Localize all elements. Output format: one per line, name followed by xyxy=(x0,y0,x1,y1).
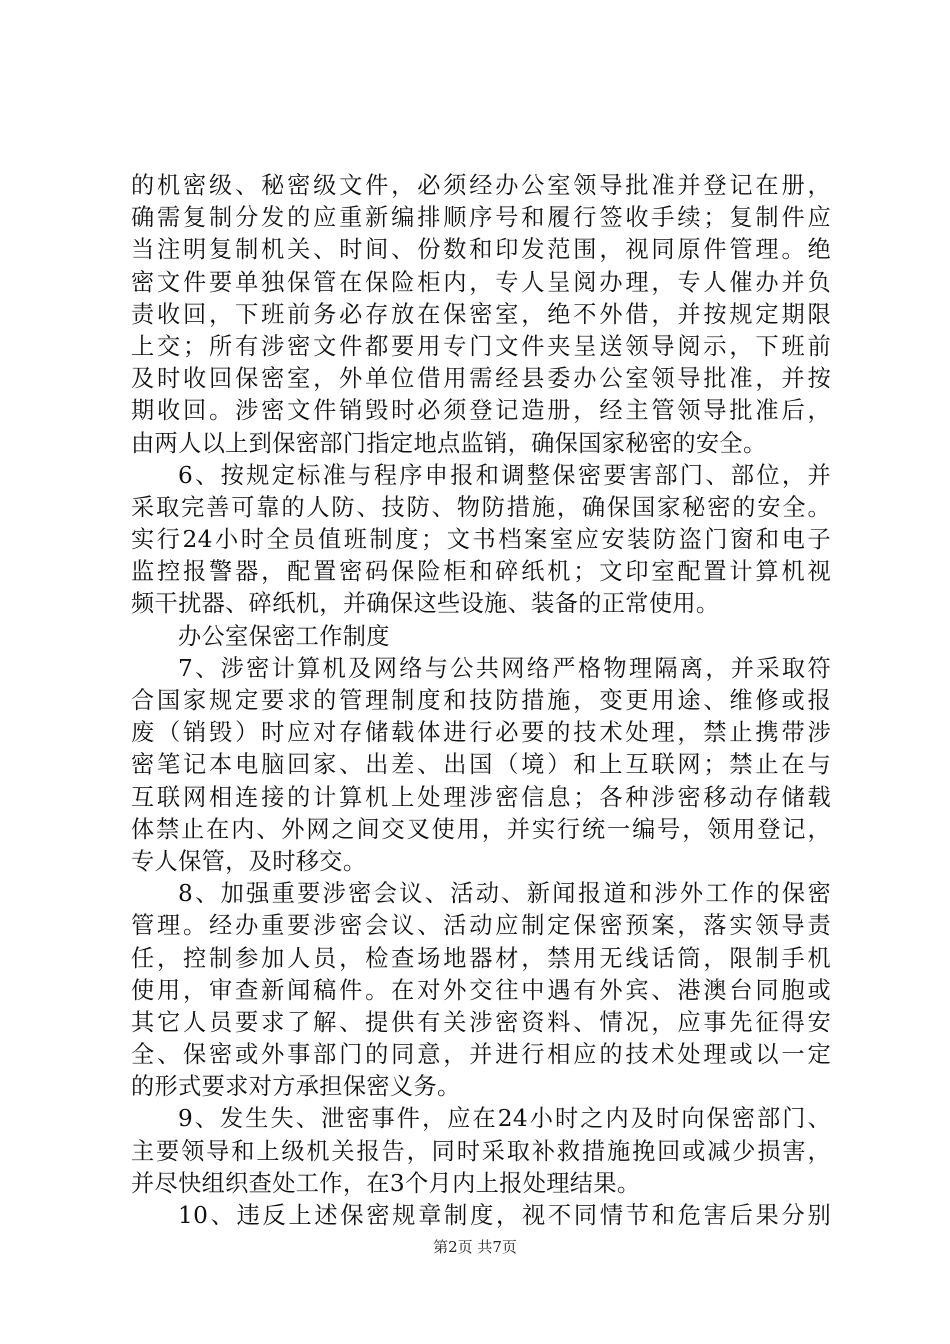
text-line: 全、保密或外事部门的同意，并进行相应的技术处理或以一定 xyxy=(131,1041,831,1069)
text-line: 其它人员要求了解、提供有关涉密资料、情况，应事先征得安 xyxy=(131,1008,831,1036)
text-line: 废（销毁）时应对存储载体进行必要的技术处理，禁止携带涉 xyxy=(131,719,831,747)
text-line: 办公室保密工作制度 xyxy=(178,622,390,650)
text-line: 6、按规定标准与程序申报和调整保密要害部门、部位，并 xyxy=(178,461,831,489)
text-line: 体禁止在内、外网之间交叉使用，并实行统一编号，领用登记， xyxy=(131,815,831,843)
text-line: 使用，审查新闻稿件。在对外交往中遇有外宾、港澳台同胞或 xyxy=(131,976,831,1004)
text-line: 10、违反上述保密规章制度，视不同情节和危害后果分别 xyxy=(178,1202,831,1229)
text-line: 9、发生失、泄密事件，应在24小时之内及时向保密部门、 xyxy=(178,1105,831,1133)
text-line: 专人保管，及时移交。 xyxy=(131,847,367,875)
text-line: 责收回，下班前务必存放在保密室，绝不外借，并按规定期限 xyxy=(131,300,831,328)
page-footer: 第2页 共7页 xyxy=(433,1238,517,1256)
text-line: 7、涉密计算机及网络与公共网络严格物理隔离，并采取符 xyxy=(178,654,831,682)
text-line: 实行24小时全员值班制度；文书档案室应安装防盗门窗和电子 xyxy=(131,526,831,554)
text-line: 密文件要单独保管在保险柜内，专人呈阅办理，专人催办并负 xyxy=(131,268,831,296)
text-line: 管理。经办重要涉密会议、活动应制定保密预案，落实领导责 xyxy=(131,912,831,940)
text-line: 的机密级、秘密级文件，必须经办公室领导批准并登记在册， xyxy=(131,172,831,199)
text-line: 当注明复制机关、时间、份数和印发范围，视同原件管理。绝 xyxy=(131,236,831,264)
text-line: 频干扰器、碎纸机，并确保这些设施、装备的正常使用。 xyxy=(131,590,720,618)
text-line: 互联网相连接的计算机上处理涉密信息；各种涉密移动存储载 xyxy=(131,783,831,811)
text-line: 主要领导和上级机关报告，同时采取补救措施挽回或减少损害， xyxy=(131,1137,831,1165)
text-line: 合国家规定要求的管理制度和技防措施，变更用途、维修或报 xyxy=(131,687,831,714)
text-line: 确需复制分发的应重新编排顺序号和履行签收手续；复制件应 xyxy=(131,204,831,232)
text-line: 由两人以上到保密部门指定地点监销，确保国家秘密的安全。 xyxy=(131,429,767,457)
document-body xyxy=(131,170,831,1232)
text-line: 监控报警器，配置密码保险柜和碎纸机；文印室配置计算机视 xyxy=(131,558,831,586)
text-line: 上交；所有涉密文件都要用专门文件夹呈送领导阅示，下班前 xyxy=(131,332,831,360)
text-line: 及时收回保密室，外单位借用需经县委办公室领导批准，并按 xyxy=(131,365,831,393)
text-line: 任，控制参加人员，检查场地器材，禁用无线话筒，限制手机 xyxy=(131,944,831,972)
text-line: 的形式要求对方承担保密义务。 xyxy=(131,1073,461,1101)
text-line: 期收回。涉密文件销毁时必须登记造册，经主管领导批准后， xyxy=(131,397,831,425)
text-line: 并尽快组织查处工作，在3个月内上报处理结果。 xyxy=(131,1169,641,1197)
text-line: 采取完善可靠的人防、技防、物防措施，确保国家秘密的安全。 xyxy=(131,493,831,521)
text-line: 密笔记本电脑回家、出差、出国（境）和上互联网；禁止在与 xyxy=(131,751,831,779)
text-line: 8、加强重要涉密会议、活动、新闻报道和涉外工作的保密 xyxy=(178,880,831,908)
